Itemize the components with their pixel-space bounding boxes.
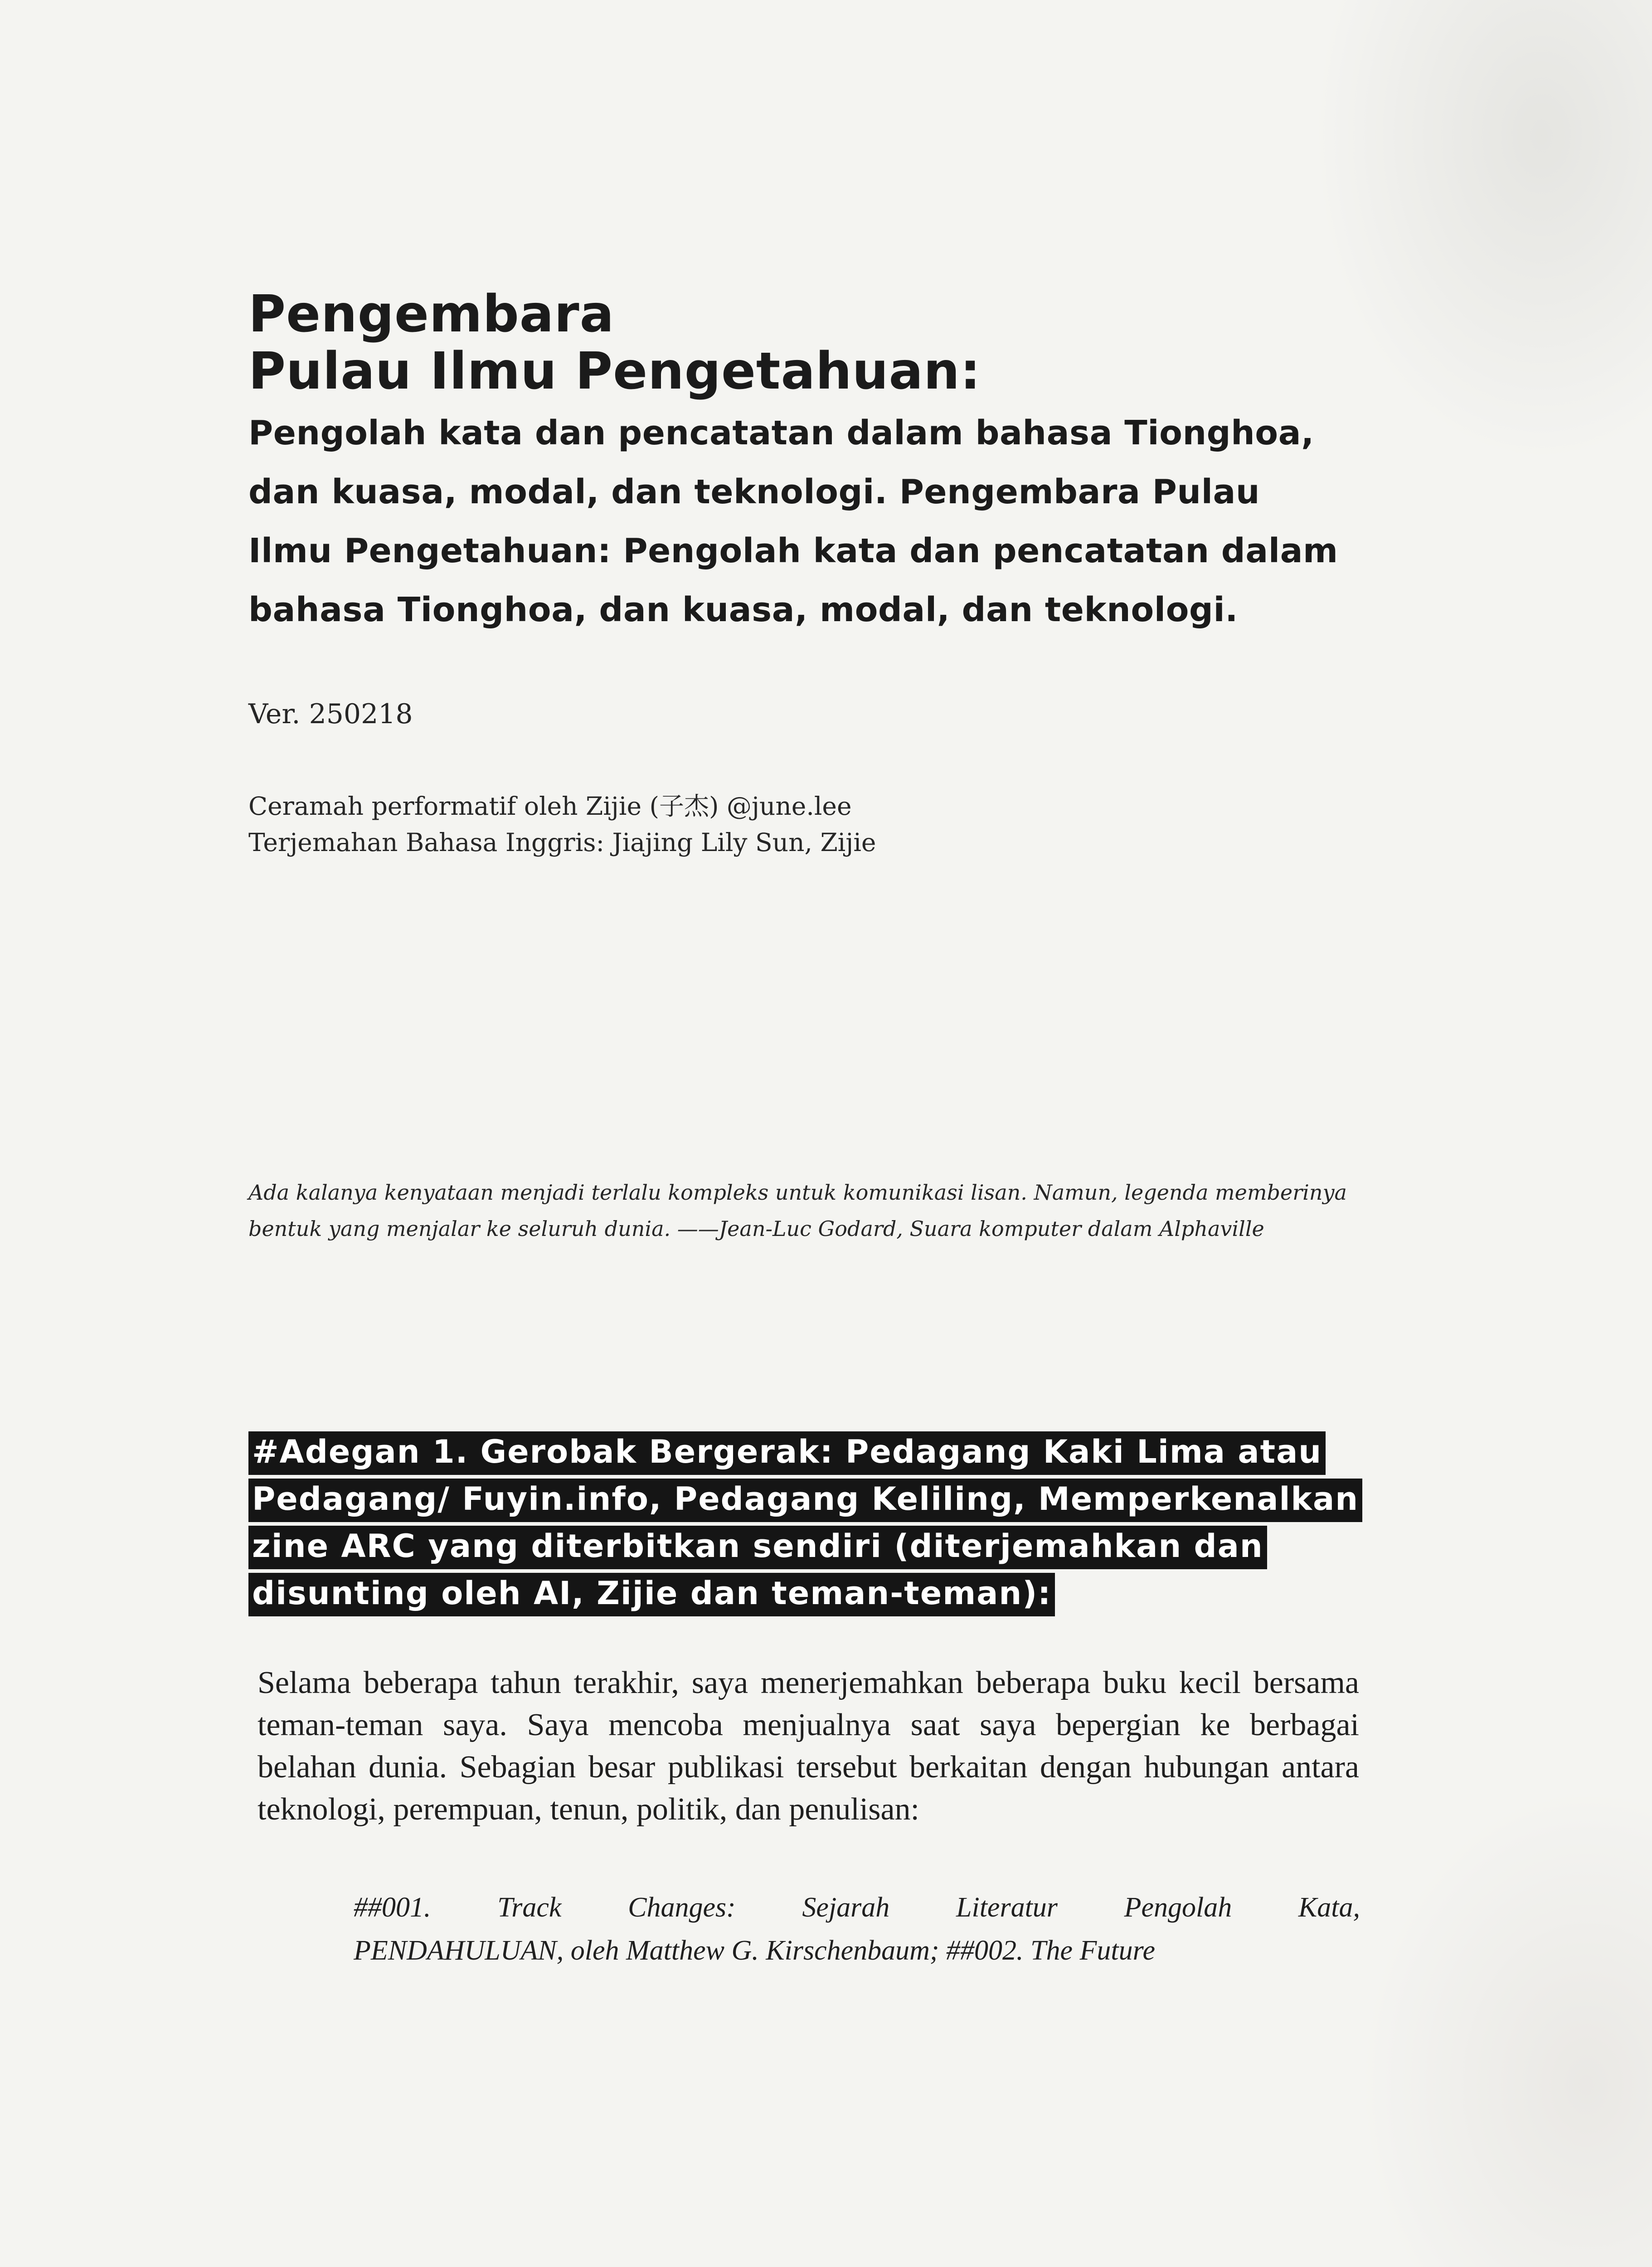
title-block bbox=[248, 286, 1355, 639]
citation-list bbox=[354, 1886, 1360, 1972]
body-paragraph: Selama beberapa tahun terakhir, saya menerjemahkan beberapa buku kecil bersama teman-teman saya. Saya mencoba menjualnya saat saya bepergian ke berbagai belahan dunia. Sebagian besar publikasi tersebut berkaitan dengan hubungan antara teknologi, perempuan, tenun, politik, dan penulisan: bbox=[258, 1665, 1359, 1827]
title-line: Pulau Ilmu Pengetahuan: bbox=[248, 342, 981, 401]
credit-line: Ceramah performatif oleh Zijie (子杰) @june.lee bbox=[248, 792, 852, 821]
credit-line: Terjemahan Bahasa Inggris: Jiajing Lily Sun, Zijie bbox=[248, 828, 876, 857]
epigraph-quote: Ada kalanya kenyataan menjadi terlalu kompleks untuk komunikasi lisan. Namun, legenda memberinya bentuk yang menjalar ke seluruh dunia. ——Jean-Luc Godard, Suara komputer dalam Alphaville bbox=[248, 1180, 1347, 1241]
page-subtitle: Pengolah kata dan pencatatan dalam bahasa Tionghoa, dan kuasa, modal, dan teknologi. Pengembara Pulau Ilmu Pengetahuan: Pengolah kata dan pencatatan dalam bahasa Tionghoa, dan kuasa, modal, dan teknologi. bbox=[248, 414, 1338, 629]
citation-line: PENDAHULUAN, oleh Matthew G. Kirschenbaum; ##002. The Future bbox=[354, 1935, 1155, 1966]
title-line: Pengembara bbox=[248, 285, 615, 344]
citation-line: ##001. Track Changes: Sejarah Literatur Pengolah Kata, bbox=[354, 1892, 1360, 1923]
credits bbox=[248, 788, 876, 861]
page-title bbox=[248, 286, 1355, 400]
scene-heading bbox=[248, 1428, 1382, 1617]
scene-heading-text: #Adegan 1. Gerobak Bergerak: Pedagang Kaki Lima atau Pedagang/ Fuyin.info, Pedagang Keliling, Memperkenalkan zine ARC yang diterbitkan sendiri (diterjemahkan dan disunting oleh AI, Zijie dan teman-teman): bbox=[248, 1431, 1362, 1616]
version-label: Ver. 250218 bbox=[248, 698, 413, 730]
